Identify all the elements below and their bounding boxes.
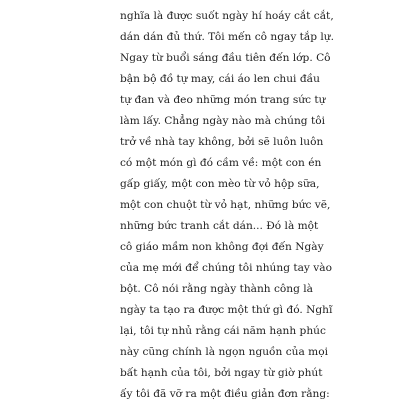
text-line-11: những bức tranh cắt dán... Đó là một — [120, 220, 319, 232]
text-line-3: Ngay từ buổi sáng đầu tiên đến lớp. Cô — [120, 52, 331, 64]
text-line-14: bột. Cô nói rằng ngày thành công là — [120, 283, 313, 295]
text-line-2: dán dán đủ thứ. Tôi mến cô ngay tắp lự. — [120, 31, 334, 43]
text-line-4: bận bộ đồ tự may, cái áo len chui đầu — [120, 73, 320, 85]
text-line-18: bất hạnh của tôi, bởi ngay từ giờ phút — [120, 367, 323, 379]
text-line-15: ngày ta tạo ra được một thứ gì đó. Nghĩ — [120, 304, 333, 316]
text-line-17: này cũng chính là ngọn nguồn của mọi — [120, 346, 328, 358]
text-line-19: ấy tôi đã vỡ ra một điều giản đơn rằng: — [120, 388, 330, 400]
text-line-16: lại, tôi tự nhủ rằng cái năm hạnh phúc — [120, 325, 326, 337]
text-line-12: cô giáo mầm non không đợi đến Ngày — [120, 241, 324, 253]
text-line-7: trở về nhà tay không, bởi sẽ luôn luôn — [120, 136, 324, 148]
text-line-1: nghĩa là được suốt ngày hí hoáy cắt cắt, — [120, 10, 334, 22]
text-line-5: tự đan và đeo những món trang sức tự — [120, 94, 326, 106]
body-text — [120, 6, 334, 400]
text-line-6: làm lấy. Chẳng ngày nào mà chúng tôi — [120, 115, 325, 127]
text-line-9: gấp giấy, một con mèo từ vỏ hộp sữa, — [120, 178, 320, 190]
text-line-8: có một món gì đó cầm về: một con én — [120, 157, 322, 169]
text-line-10: một con chuột từ vỏ hạt, những bức vẽ, — [120, 199, 331, 211]
text-line-13: của mẹ mới để chúng tôi nhúng tay vào — [120, 262, 332, 274]
